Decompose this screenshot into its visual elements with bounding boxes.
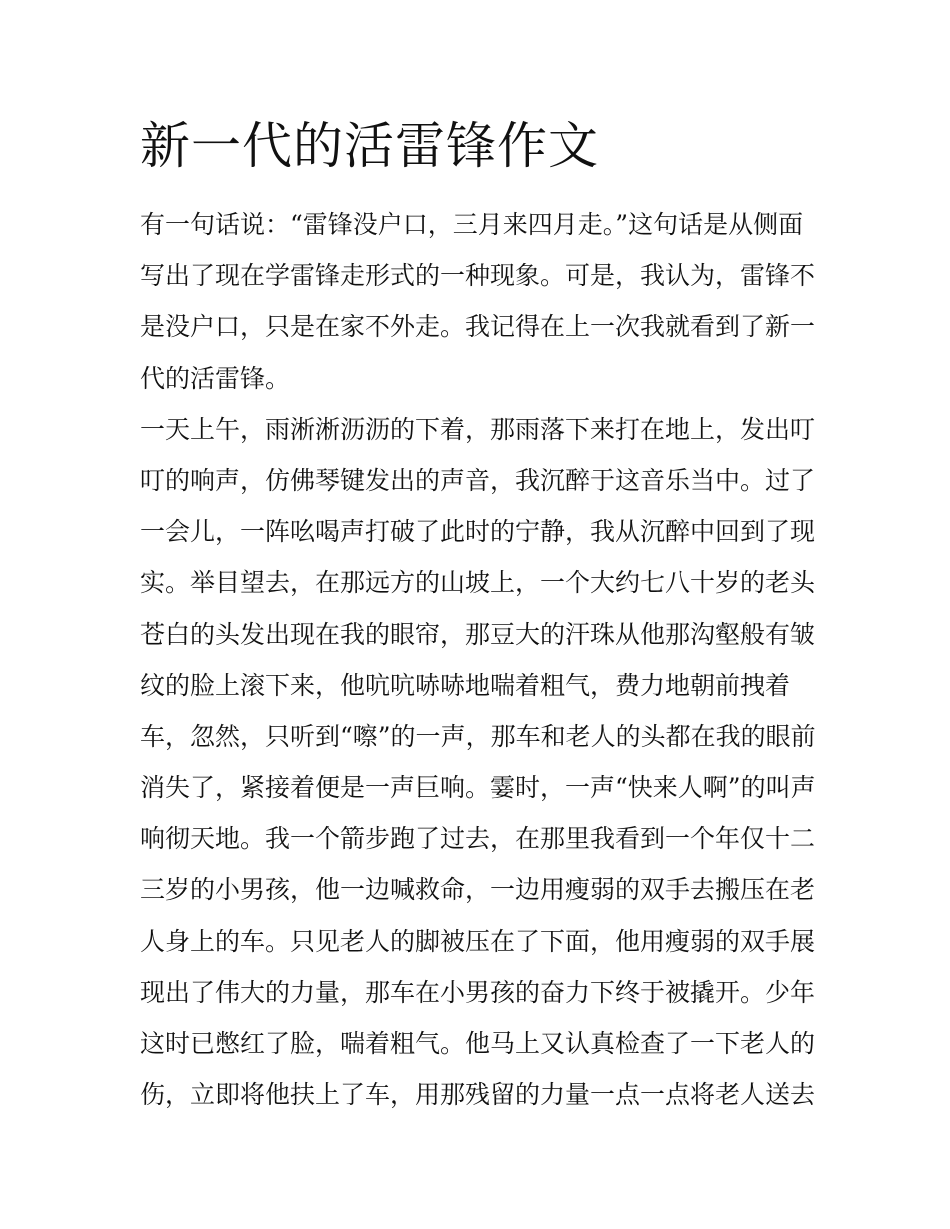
body-line: 车，忽然，只听到“嚓”的一声，那车和老人的头都在我的眼前 <box>140 721 816 751</box>
body-line: 代的活雷锋。 <box>140 363 291 393</box>
body-line: 有一句话说：“雷锋没户口，三月来四月走。”这句话是从侧面 <box>140 210 804 239</box>
body-line: 人身上的车。只见老人的脚被压在了下面，他用瘦弱的双手展 <box>140 926 816 956</box>
body-line: 叮的响声，仿佛琴键发出的声音，我沉醉于这音乐当中。过了 <box>140 465 816 495</box>
body-line: 一会儿，一阵吆喝声打破了此时的宁静，我从沉醉中回到了现 <box>140 517 816 547</box>
document-title: 新一代的活雷锋作文 <box>140 117 599 175</box>
body-line: 三岁的小男孩，他一边喊救命，一边用瘦弱的双手去搬压在老 <box>140 875 816 905</box>
body-line: 伤，立即将他扶上了车，用那残留的力量一点一点将老人送去 <box>140 1080 816 1110</box>
body-line: 实。举目望去，在那远方的山坡上，一个大约七八十岁的老头 <box>140 568 816 598</box>
body-line: 一天上午，雨淅淅沥沥的下着，那雨落下来打在地上，发出叮 <box>140 414 816 444</box>
body-line: 这时已憋红了脸，喘着粗气。他马上又认真检查了一下老人的 <box>140 1029 816 1058</box>
body-line: 是没户口，只是在家不外走。我记得在上一次我就看到了新一 <box>140 312 816 342</box>
body-line: 纹的脸上滚下来，他吭吭哧哧地喘着粗气，费力地朝前拽着 <box>140 670 791 700</box>
body-line: 苍白的头发出现在我的眼帘，那豆大的汗珠从他那沟壑般有皱 <box>140 619 816 649</box>
body-line: 现出了伟大的力量，那车在小男孩的奋力下终于被撬开。少年 <box>140 977 816 1007</box>
body-line: 响彻天地。我一个箭步跑了过去，在那里我看到一个年仅十二 <box>140 824 816 854</box>
document-body <box>140 199 820 1120</box>
body-line: 消失了，紧接着便是一声巨响。霎时，一声“快来人啊”的叫声 <box>140 773 816 803</box>
body-line: 写出了现在学雷锋走形式的一种现象。可是，我认为，雷锋不 <box>140 261 816 291</box>
